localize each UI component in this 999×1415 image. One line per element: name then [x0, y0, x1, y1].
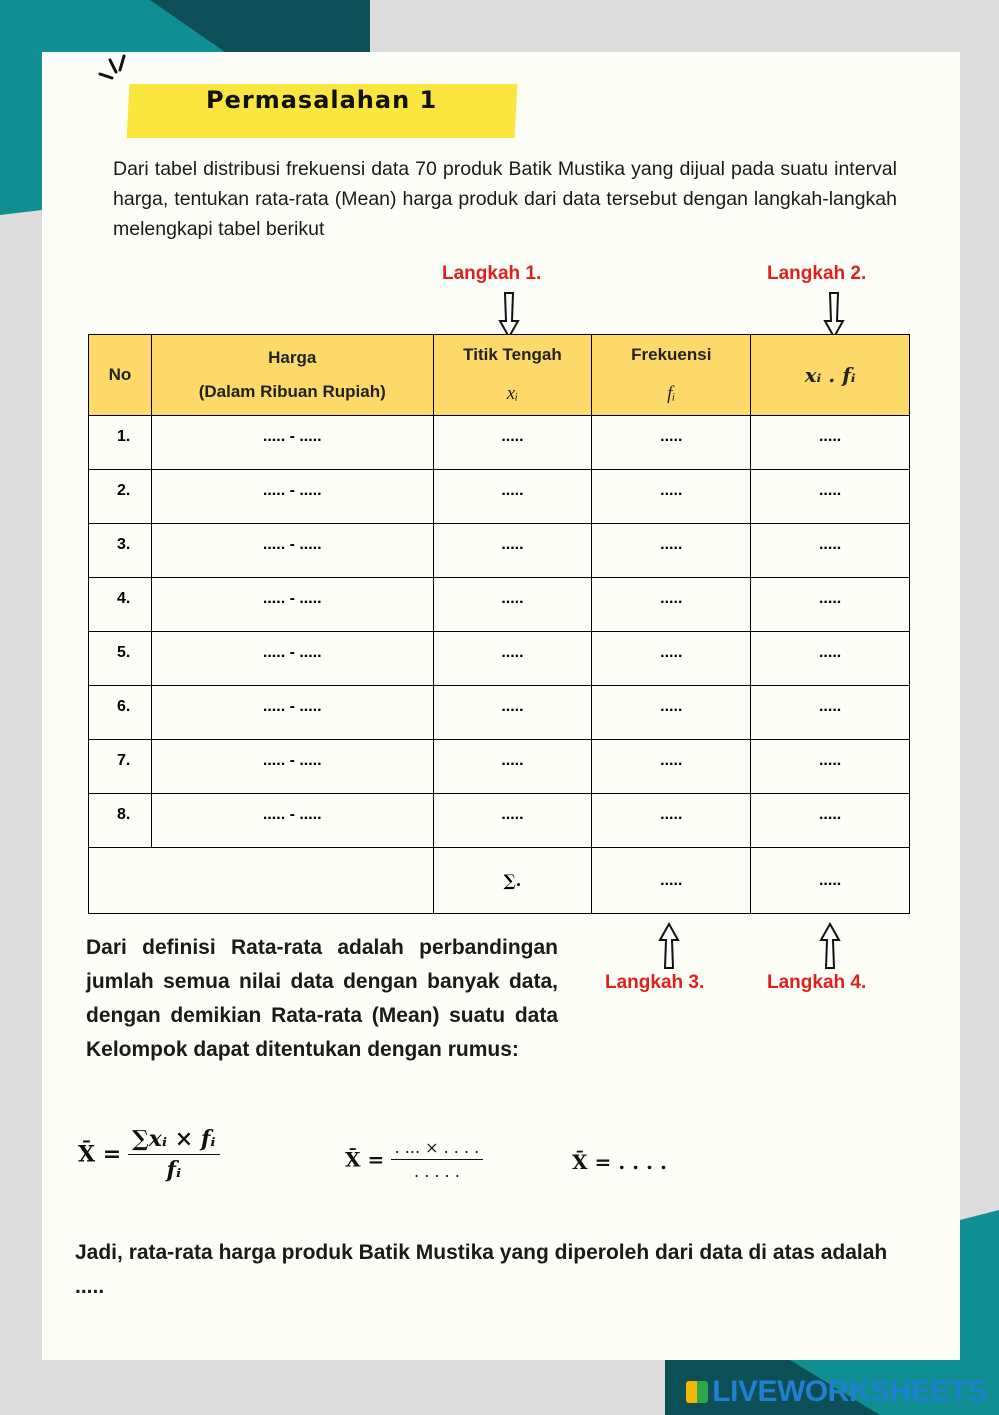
- fill-in-fraction: [391, 1138, 484, 1181]
- header-tengah-symbol: xᵢ: [506, 383, 519, 404]
- row-xi[interactable]: .....: [433, 416, 592, 470]
- formula-denominator: fᵢ: [166, 1157, 182, 1183]
- row-xf[interactable]: .....: [751, 632, 910, 686]
- row-harga[interactable]: ..... - .....: [151, 470, 433, 524]
- fill-in-formula[interactable]: [345, 1138, 483, 1181]
- header-no: No: [89, 335, 152, 416]
- row-xf[interactable]: .....: [751, 740, 910, 794]
- row-xi[interactable]: .....: [433, 632, 592, 686]
- row-xi[interactable]: .....: [433, 794, 592, 848]
- logo-text: LIVEWORKSHEETS: [712, 1375, 987, 1408]
- row-fi[interactable]: .....: [592, 578, 751, 632]
- step-2-label: Langkah 2.: [767, 263, 867, 284]
- table-row: [89, 578, 910, 632]
- sum-row: [89, 848, 910, 914]
- arrow-up-icon: [657, 922, 681, 970]
- row-fi[interactable]: .....: [592, 416, 751, 470]
- step-4-label: Langkah 4.: [767, 972, 867, 993]
- table-row: [89, 416, 910, 470]
- row-fi[interactable]: .....: [592, 794, 751, 848]
- table-row: [89, 632, 910, 686]
- row-harga[interactable]: ..... - .....: [151, 686, 433, 740]
- row-xf[interactable]: .....: [751, 470, 910, 524]
- sum-xf[interactable]: .....: [751, 848, 910, 914]
- header-frek-symbol: fᵢ: [667, 383, 676, 404]
- row-xf[interactable]: .....: [751, 578, 910, 632]
- table-row: [89, 470, 910, 524]
- row-no: 5.: [89, 632, 152, 686]
- table-row: [89, 524, 910, 578]
- row-fi[interactable]: .....: [592, 632, 751, 686]
- header-frek-label: Frekuensi: [631, 345, 712, 364]
- row-xi[interactable]: .....: [433, 470, 592, 524]
- formula-fraction: [128, 1126, 219, 1183]
- page-title: Permasalahan 1: [206, 86, 438, 114]
- result-formula[interactable]: X̄ = . . . .: [572, 1150, 667, 1174]
- arrow-down-icon: [822, 291, 846, 339]
- row-fi[interactable]: .....: [592, 686, 751, 740]
- arrow-down-icon: [497, 291, 521, 339]
- row-harga[interactable]: ..... - .....: [151, 740, 433, 794]
- row-xf[interactable]: .....: [751, 686, 910, 740]
- row-fi[interactable]: .....: [592, 740, 751, 794]
- row-no: 3.: [89, 524, 152, 578]
- header-titik-tengah: [433, 335, 592, 416]
- row-no: 2.: [89, 470, 152, 524]
- table-row: [89, 794, 910, 848]
- header-harga-sub: (Dalam Ribuan Rupiah): [198, 382, 386, 401]
- xbar-symbol: X̄ =: [78, 1141, 122, 1168]
- row-no: 1.: [89, 416, 152, 470]
- row-harga[interactable]: ..... - .....: [151, 632, 433, 686]
- formula-numerator: ∑xᵢ × fᵢ: [128, 1126, 219, 1155]
- logo-squares-icon: [686, 1381, 708, 1403]
- row-xi[interactable]: .....: [433, 686, 592, 740]
- row-no: 4.: [89, 578, 152, 632]
- definition-text: Dari definisi Rata-rata adalah perbandingan jumlah semua nilai data dengan banyak data, dengan demikian Rata-rata (Mean) suatu data Kelompok dapat ditentukan dengan rumus:: [86, 936, 558, 1061]
- header-xi-fi: xᵢ . fᵢ: [751, 335, 910, 416]
- row-no: 7.: [89, 740, 152, 794]
- mean-formula: [78, 1126, 220, 1183]
- row-fi[interactable]: .....: [592, 524, 751, 578]
- row-xi[interactable]: .....: [433, 578, 592, 632]
- header-harga: [151, 335, 433, 416]
- row-xf[interactable]: .....: [751, 524, 910, 578]
- frequency-table: [88, 334, 910, 914]
- row-no: 8.: [89, 794, 152, 848]
- row-no: 6.: [89, 686, 152, 740]
- conclusion-text: Jadi, rata-rata harga produk Batik Mustika yang diperoleh dari data di atas adalah .....: [75, 1241, 888, 1298]
- header-frekuensi: [592, 335, 751, 416]
- header-harga-label: Harga: [268, 348, 317, 367]
- header-tengah-label: Titik Tengah: [463, 345, 562, 364]
- row-xf[interactable]: .....: [751, 416, 910, 470]
- row-xf[interactable]: .....: [751, 794, 910, 848]
- sum-label-cell: [89, 848, 434, 914]
- row-xi[interactable]: .....: [433, 524, 592, 578]
- row-xi[interactable]: .....: [433, 740, 592, 794]
- step-3-label: Langkah 3.: [605, 972, 705, 993]
- table-row: [89, 740, 910, 794]
- intro-text: Dari tabel distribusi frekuensi data 70 produk Batik Mustika yang dijual pada suatu interval harga, tentukan rata-rata (Mean) harga produk dari data tersebut dengan langkah-langkah melengkapi tabel berikut: [113, 158, 897, 240]
- liveworksheets-logo: [686, 1375, 987, 1409]
- fill-in-denominator[interactable]: . . . . .: [414, 1162, 460, 1181]
- table-row: [89, 686, 910, 740]
- table-header-row: [89, 335, 910, 416]
- row-harga[interactable]: ..... - .....: [151, 416, 433, 470]
- xbar-symbol-2: X̄ =: [345, 1147, 385, 1172]
- row-fi[interactable]: .....: [592, 470, 751, 524]
- row-harga[interactable]: ..... - .....: [151, 524, 433, 578]
- sum-symbol: ∑.: [433, 848, 592, 914]
- row-harga[interactable]: ..... - .....: [151, 578, 433, 632]
- step-1-label: Langkah 1.: [442, 263, 542, 284]
- row-harga[interactable]: ..... - .....: [151, 794, 433, 848]
- arrow-up-icon: [818, 922, 842, 970]
- fill-in-numerator[interactable]: . ... × . . . .: [391, 1138, 484, 1160]
- sum-fi[interactable]: .....: [592, 848, 751, 914]
